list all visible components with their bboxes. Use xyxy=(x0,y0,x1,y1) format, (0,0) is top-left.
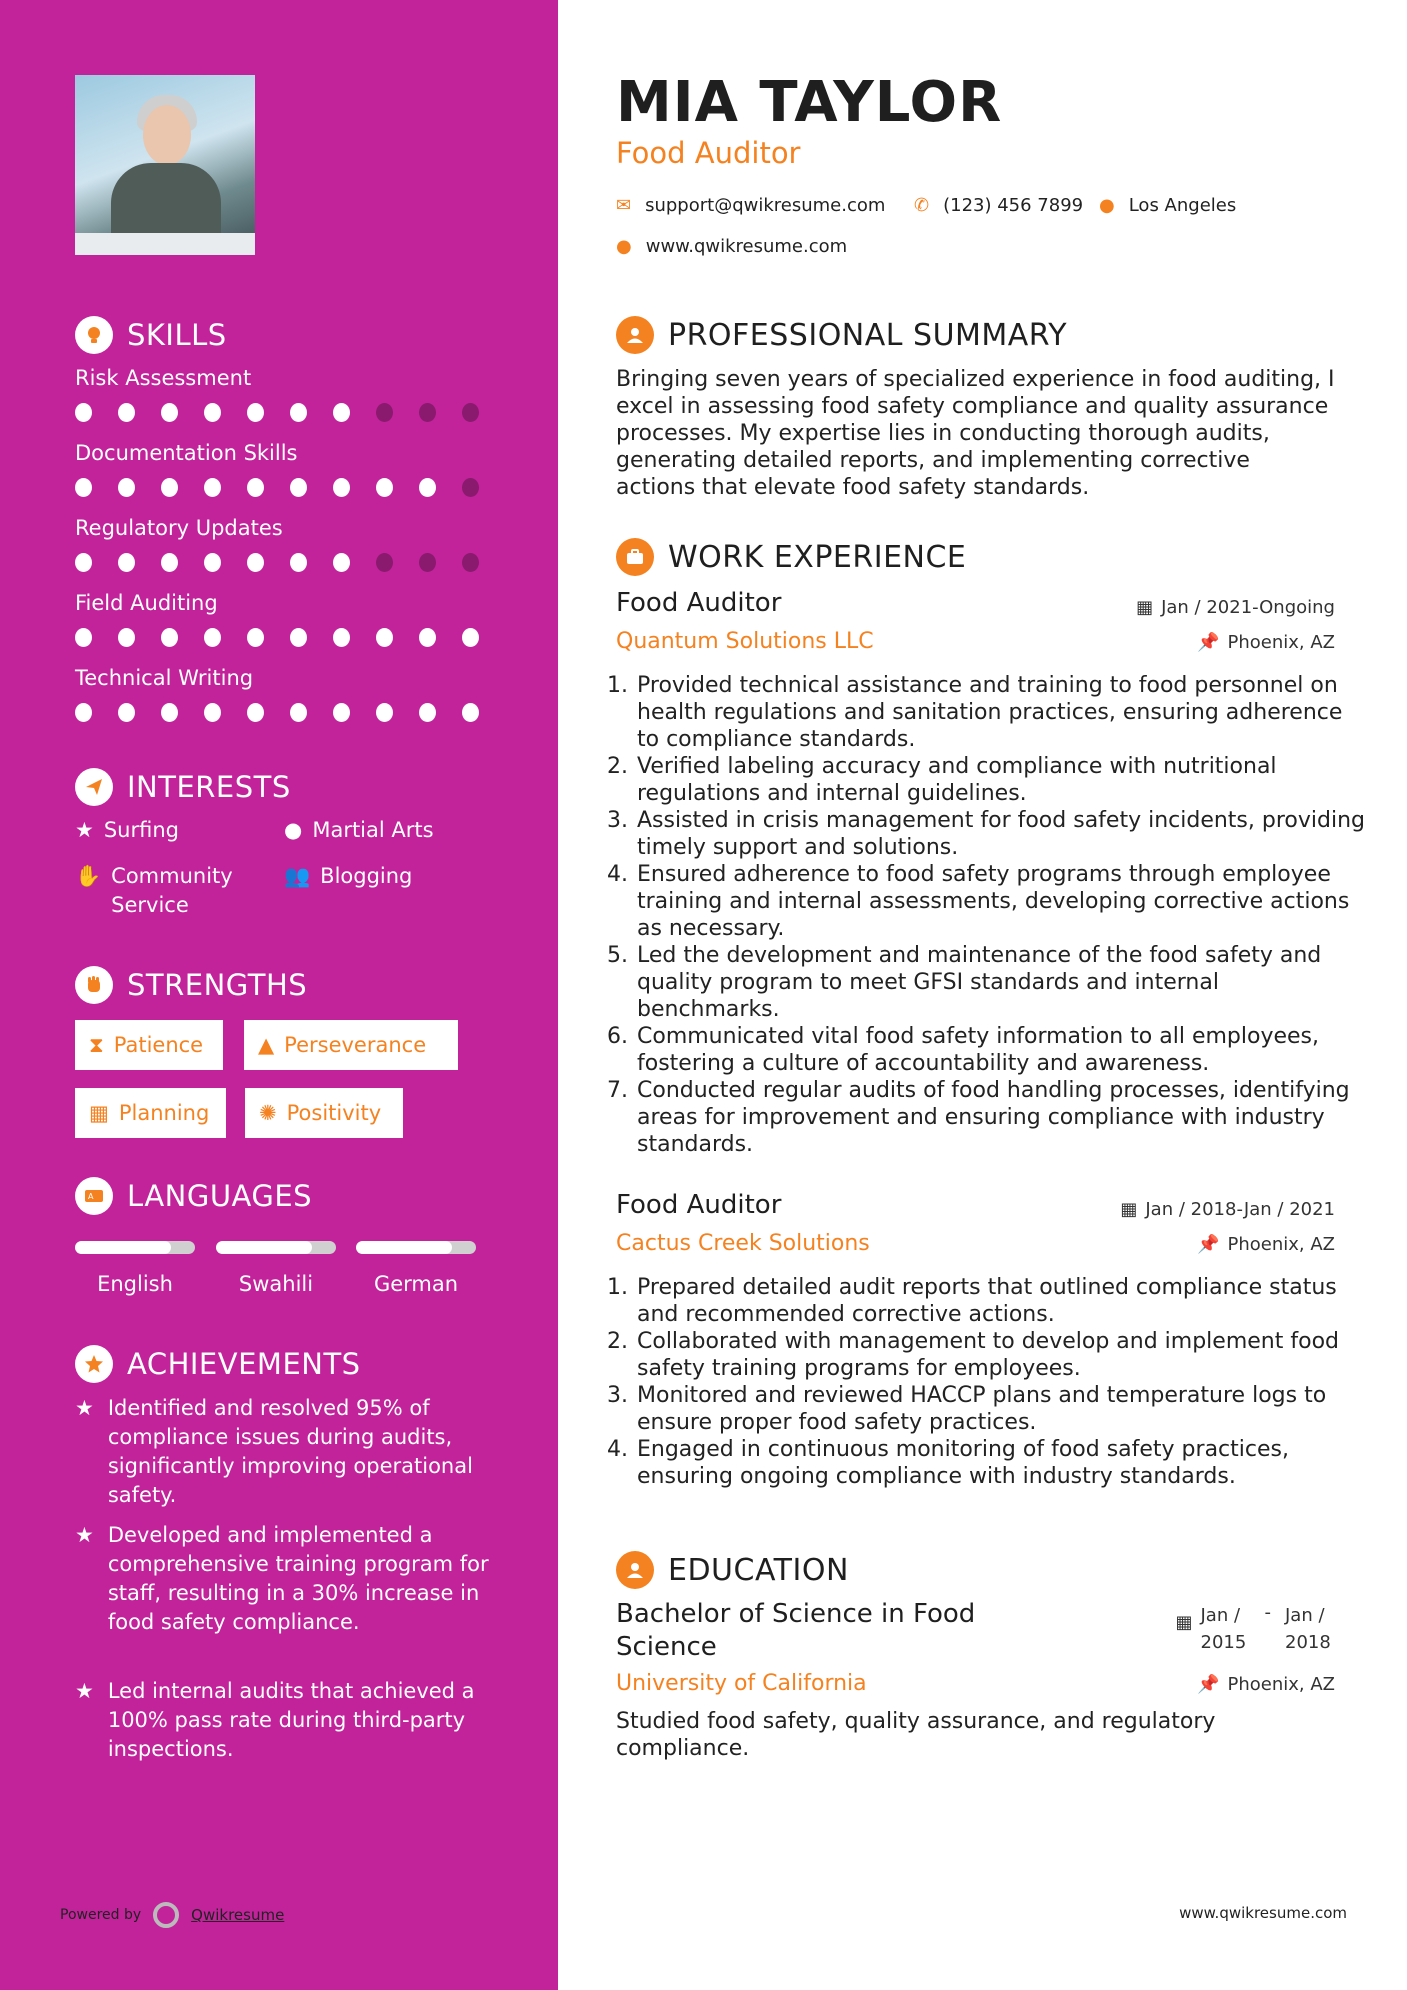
hourglass-icon: ⧗ xyxy=(89,1032,104,1057)
education-location-text: Phoenix, AZ xyxy=(1227,1674,1335,1695)
rating-dot xyxy=(290,403,307,422)
job-title: Food Auditor xyxy=(616,1190,782,1220)
brand-link[interactable]: Qwikresume xyxy=(191,1906,285,1924)
rating-dot xyxy=(419,553,436,572)
rating-dot xyxy=(247,703,264,722)
education-description: Studied food safety, quality assurance, and regulatory compliance. xyxy=(616,1709,1216,1761)
rating-dot xyxy=(118,478,135,497)
education-dates xyxy=(1175,1602,1335,1656)
fist-icon xyxy=(75,966,113,1004)
summary-text: Bringing seven years of specialized experience in food auditing, I excel in assessing food safety compliance and quality assurance processes. My expertise lies in conducting thorough audits, generating detailed reports, and implementing corrective actions that elevate food safety standards. xyxy=(616,367,1335,500)
job-dates xyxy=(1120,1199,1335,1220)
rating-dot xyxy=(462,478,479,497)
rating-dot xyxy=(290,703,307,722)
list-item: 2. Verified labeling accuracy and compliance with nutritional regulations and internal guidelines. xyxy=(635,753,1365,807)
list-item: 4. Ensured adherence to food safety programs through employee training and internal assessments, developing corrective actions as necessary. xyxy=(635,861,1365,942)
profile-photo xyxy=(75,75,255,255)
skill-item xyxy=(75,591,505,647)
skill-rating xyxy=(75,628,505,647)
languages-heading: LANGUAGES xyxy=(127,1179,313,1213)
rating-dot xyxy=(204,553,221,572)
interests-heading-row xyxy=(75,768,291,806)
rating-dot xyxy=(161,703,178,722)
calendar-icon: ▦ xyxy=(89,1101,109,1125)
interest-item xyxy=(284,816,434,845)
globe-icon: ● xyxy=(284,818,303,842)
skill-item xyxy=(75,666,505,722)
pushpin-icon: 📌 xyxy=(1197,1674,1220,1695)
interest-label: Blogging xyxy=(320,864,413,888)
rating-dot xyxy=(75,628,92,647)
rating-dot xyxy=(333,628,350,647)
language-level-fill xyxy=(75,1241,171,1254)
rating-dot xyxy=(419,403,436,422)
footer-website[interactable]: www.qwikresume.com xyxy=(1179,1904,1347,1922)
rating-dot xyxy=(462,553,479,572)
language-name: German xyxy=(373,1272,459,1296)
summary-heading-row xyxy=(616,316,1067,354)
strength-label: Positivity xyxy=(286,1101,382,1125)
interest-item xyxy=(75,816,179,845)
interests-heading: INTERESTS xyxy=(127,770,291,804)
rating-dot xyxy=(376,553,393,572)
achievements-heading-row xyxy=(75,1345,361,1383)
language-level-bar xyxy=(75,1241,195,1254)
experience-heading: WORK EXPERIENCE xyxy=(668,539,967,575)
calendar-icon: ▦ xyxy=(1120,1199,1138,1220)
rating-dot xyxy=(419,478,436,497)
list-item: 3. Monitored and reviewed HACCP plans and temperature logs to ensure proper food safety practices. xyxy=(635,1382,1365,1436)
language-level-bar xyxy=(356,1241,476,1254)
strength-label: Perseverance xyxy=(284,1033,427,1057)
strength-badge xyxy=(245,1088,403,1138)
achievement-text: Led internal audits that achieved a 100% pass rate during third-party inspections. xyxy=(107,1679,475,1761)
rating-dot xyxy=(118,628,135,647)
rating-dot xyxy=(376,403,393,422)
rating-dot xyxy=(118,403,135,422)
rating-dot xyxy=(204,703,221,722)
rating-dot xyxy=(247,403,264,422)
skill-item xyxy=(75,516,505,572)
rating-dot xyxy=(204,478,221,497)
language-level-fill xyxy=(216,1241,312,1254)
website-text[interactable]: www.qwikresume.com xyxy=(645,236,848,257)
date-separator: - xyxy=(1264,1602,1271,1623)
contact-email xyxy=(616,195,885,216)
contact-location xyxy=(1099,195,1236,216)
rating-dot xyxy=(333,703,350,722)
rating-dot xyxy=(204,628,221,647)
powered-by-label: Powered by xyxy=(60,1907,142,1923)
interest-label: Surfing xyxy=(103,818,179,842)
list-item: 6. Communicated vital food safety information to all employees, fostering a culture of accountability and awareness. xyxy=(635,1023,1365,1077)
rating-dot xyxy=(247,553,264,572)
rating-dot xyxy=(75,403,92,422)
summary-heading: PROFESSIONAL SUMMARY xyxy=(668,317,1068,353)
skill-item xyxy=(75,366,505,422)
rating-dot xyxy=(290,553,307,572)
email-text[interactable]: support@qwikresume.com xyxy=(645,195,886,216)
interest-label: Martial Arts xyxy=(312,818,434,842)
job-title: Food Auditor xyxy=(616,588,782,618)
list-item: 1. Prepared detailed audit reports that outlined compliance status and recommended corrective actions. xyxy=(635,1274,1365,1328)
strength-badge xyxy=(244,1020,458,1070)
rating-dot xyxy=(376,478,393,497)
qwikresume-logo-icon xyxy=(153,1902,179,1928)
language-item xyxy=(75,1241,195,1296)
rating-dot xyxy=(462,628,479,647)
interest-item xyxy=(75,862,255,920)
rating-dot xyxy=(333,478,350,497)
skill-name: Field Auditing xyxy=(75,591,218,615)
job-location-text: Phoenix, AZ xyxy=(1227,1234,1335,1255)
skill-item xyxy=(75,441,505,497)
lightbulb-icon xyxy=(75,316,113,354)
phone-text[interactable]: (123) 456 7899 xyxy=(943,195,1084,216)
sidebar xyxy=(0,0,558,1990)
education-start: Jan / 2015 xyxy=(1200,1605,1247,1653)
rating-dot xyxy=(118,703,135,722)
degree-title: Bachelor of Science in Food Science xyxy=(616,1599,976,1662)
language-level-fill xyxy=(356,1241,452,1254)
rating-dot xyxy=(290,478,307,497)
rating-dot xyxy=(118,553,135,572)
rating-dot xyxy=(75,553,92,572)
achievements-heading: ACHIEVEMENTS xyxy=(127,1347,361,1381)
rating-dot xyxy=(204,403,221,422)
shooting-star-icon: ★ xyxy=(75,1396,94,1420)
rating-dot xyxy=(419,628,436,647)
interest-label: Community Service xyxy=(111,864,233,917)
skill-rating xyxy=(75,703,505,722)
pushpin-icon: 📌 xyxy=(1197,1234,1220,1255)
language-item xyxy=(356,1241,476,1296)
achievement-item xyxy=(75,1677,505,1764)
education-heading: EDUCATION xyxy=(668,1552,849,1588)
rating-dot xyxy=(376,628,393,647)
rating-dot xyxy=(161,628,178,647)
job-bullets xyxy=(612,1274,1365,1490)
road-icon: ▲ xyxy=(258,1033,275,1057)
rating-dot xyxy=(419,703,436,722)
star-icon: ★ xyxy=(75,818,94,842)
rating-dot xyxy=(161,478,178,497)
achievement-text: Identified and resolved 95% of compliance issues during audits, significantly improving operational safety. xyxy=(107,1396,473,1507)
briefcase-icon xyxy=(616,538,654,576)
list-item: 5. Led the development and maintenance of the food safety and quality program to meet GFSI standards and internal benchmarks. xyxy=(635,942,1365,1023)
job-bullets xyxy=(612,672,1365,1158)
strength-label: Patience xyxy=(113,1033,204,1057)
star-badge-icon xyxy=(75,1345,113,1383)
powered-by-footer xyxy=(60,1902,284,1928)
rating-dot xyxy=(376,703,393,722)
job-location xyxy=(1197,632,1335,653)
users-icon: 👥 xyxy=(284,864,311,888)
strength-label: Planning xyxy=(118,1101,210,1125)
skill-rating xyxy=(75,553,505,572)
svg-text:A: A xyxy=(88,1192,94,1201)
calendar-icon: ▦ xyxy=(1175,1612,1193,1633)
language-name: English xyxy=(97,1272,173,1296)
interest-item xyxy=(284,862,412,891)
map-pin-icon: ● xyxy=(1099,195,1115,216)
company-name: Cactus Creek Solutions xyxy=(616,1231,870,1256)
languages-heading-row xyxy=(75,1177,312,1215)
candidate-title: Food Auditor xyxy=(616,136,801,170)
hand-icon: ✋ xyxy=(75,864,102,888)
rating-dot xyxy=(161,403,178,422)
language-item xyxy=(216,1241,336,1296)
rating-dot xyxy=(462,703,479,722)
strengths-heading: STRENGTHS xyxy=(127,968,308,1002)
education-heading-row xyxy=(616,1551,849,1589)
rating-dot xyxy=(247,628,264,647)
sun-icon: ✺ xyxy=(259,1101,277,1125)
job-location-text: Phoenix, AZ xyxy=(1227,632,1335,653)
school-name: University of California xyxy=(616,1671,867,1696)
pushpin-icon: 📌 xyxy=(1197,632,1220,653)
skill-name: Regulatory Updates xyxy=(75,516,283,540)
skills-heading-row xyxy=(75,316,227,354)
language-level-bar xyxy=(216,1241,336,1254)
paper-plane-icon xyxy=(75,768,113,806)
rating-dot xyxy=(462,403,479,422)
rating-dot xyxy=(75,703,92,722)
phone-icon: ✆ xyxy=(914,195,930,216)
calendar-icon: ▦ xyxy=(1136,597,1154,618)
language-name: Swahili xyxy=(238,1272,314,1296)
contact-website xyxy=(616,236,847,257)
achievement-text: Developed and implemented a comprehensive training program for staff, resulting in a 30% increase in food safety compliance. xyxy=(107,1523,489,1634)
graduate-icon xyxy=(616,1551,654,1589)
company-name: Quantum Solutions LLC xyxy=(616,629,874,654)
skill-name: Technical Writing xyxy=(75,666,254,690)
skills-heading: SKILLS xyxy=(127,318,227,352)
rating-dot xyxy=(247,478,264,497)
list-item: 4. Engaged in continuous monitoring of food safety practices, ensuring ongoing compliance with industry standards. xyxy=(635,1436,1365,1490)
job-dates-text: Jan / 2021-Ongoing xyxy=(1161,597,1335,618)
list-item: 2. Collaborated with management to develop and implement food safety training programs for employees. xyxy=(635,1328,1365,1382)
rating-dot xyxy=(333,403,350,422)
user-icon xyxy=(616,316,654,354)
language-icon xyxy=(75,1177,113,1215)
strength-badge xyxy=(75,1088,226,1138)
job-location xyxy=(1197,1234,1335,1255)
skill-rating xyxy=(75,478,505,497)
job-dates xyxy=(1136,597,1335,618)
rating-dot xyxy=(290,628,307,647)
job-dates-text: Jan / 2018-Jan / 2021 xyxy=(1145,1199,1335,1220)
rating-dot xyxy=(75,478,92,497)
education-end: Jan / 2018 xyxy=(1285,1605,1331,1653)
skill-rating xyxy=(75,403,505,422)
globe-icon: ● xyxy=(616,236,632,257)
list-item: 1. Provided technical assistance and training to food personnel on health regulations and sanitation practices, ensuring adherence to compliance standards. xyxy=(635,672,1365,753)
education-location xyxy=(1197,1674,1335,1695)
experience-heading-row xyxy=(616,538,966,576)
achievement-item xyxy=(75,1521,505,1637)
location-text: Los Angeles xyxy=(1128,195,1237,216)
candidate-name: MIA TAYLOR xyxy=(616,70,1003,135)
shooting-star-icon: ★ xyxy=(75,1679,94,1703)
shooting-star-icon: ★ xyxy=(75,1523,94,1547)
strengths-heading-row xyxy=(75,966,307,1004)
contact-phone xyxy=(914,195,1083,216)
skill-name: Documentation Skills xyxy=(75,441,298,465)
rating-dot xyxy=(161,553,178,572)
achievement-item xyxy=(75,1394,505,1510)
rating-dot xyxy=(333,553,350,572)
list-item: 3. Assisted in crisis management for food safety incidents, providing timely support and solutions. xyxy=(635,807,1365,861)
list-item: 7. Conducted regular audits of food handling processes, identifying areas for improvement and ensuring compliance with industry standards. xyxy=(635,1077,1365,1158)
envelope-icon: ✉ xyxy=(616,195,632,216)
skill-name: Risk Assessment xyxy=(75,366,252,390)
strength-badge xyxy=(75,1020,223,1070)
